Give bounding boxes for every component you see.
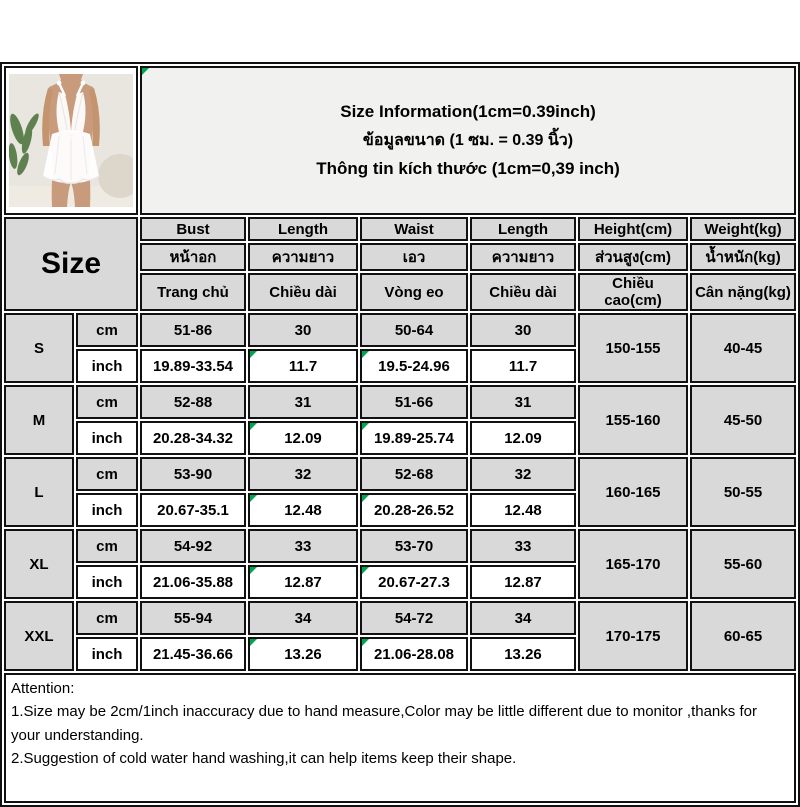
product-photo — [9, 74, 133, 207]
cell-value: 33 — [470, 529, 576, 563]
row-l-cm — [4, 457, 796, 491]
cell-value: 21.45-36.66 — [140, 637, 246, 671]
title-vietnamese: Thông tin kích thước (1cm=0,39 inch) — [316, 159, 620, 178]
cell-value: 12.09 — [248, 421, 358, 455]
attention-line-2: 2.Suggestion of cold water hand washing,it can help items keep their shape. — [11, 749, 517, 767]
cell-value: 54-92 — [140, 529, 246, 563]
cell-value: 52-88 — [140, 385, 246, 419]
row-xxl-cm — [4, 601, 796, 635]
col-bust-en: Bust — [140, 217, 246, 241]
col-weight-vi: Cân nặng(kg) — [690, 273, 796, 311]
cell-value: 54-72 — [360, 601, 468, 635]
size-xl: XL — [4, 529, 74, 599]
unit-inch: inch — [76, 421, 138, 455]
col-bust-vi: Trang chủ — [140, 273, 246, 311]
unit-inch: inch — [76, 565, 138, 599]
header-row-english — [4, 217, 796, 241]
attention-row — [4, 673, 796, 803]
cell-value: 12.87 — [470, 565, 576, 599]
cell-value: 12.87 — [248, 565, 358, 599]
cell-value: 31 — [470, 385, 576, 419]
cell-value: 19.89-25.74 — [360, 421, 468, 455]
cell-value: 12.48 — [248, 493, 358, 527]
cell-weight: 55-60 — [690, 529, 796, 599]
cell-value: 53-90 — [140, 457, 246, 491]
cell-value: 52-68 — [360, 457, 468, 491]
unit-cm: cm — [76, 457, 138, 491]
row-s-cm — [4, 313, 796, 347]
size-m: M — [4, 385, 74, 455]
title-thai: ข้อมูลขนาด (1 ซม. = 0.39 นิ้ว) — [362, 132, 574, 149]
cell-value: 34 — [470, 601, 576, 635]
unit-inch: inch — [76, 349, 138, 383]
cell-weight: 50-55 — [690, 457, 796, 527]
cell-value: 34 — [248, 601, 358, 635]
cell-value: 20.67-35.1 — [140, 493, 246, 527]
col-waist-vi: Vòng eo — [360, 273, 468, 311]
cell-value: 11.7 — [470, 349, 576, 383]
col-length2-th: ความยาว — [470, 243, 576, 271]
col-waist-th: เอว — [360, 243, 468, 271]
unit-cm: cm — [76, 529, 138, 563]
cell-height: 160-165 — [578, 457, 688, 527]
col-length-en: Length — [248, 217, 358, 241]
size-xxl: XXL — [4, 601, 74, 671]
cell-weight: 60-65 — [690, 601, 796, 671]
size-chart-table — [2, 64, 798, 805]
cell-value: 20.28-34.32 — [140, 421, 246, 455]
cell-value: 12.09 — [470, 421, 576, 455]
cell-value: 21.06-28.08 — [360, 637, 468, 671]
product-photo-cell — [4, 66, 138, 215]
col-height-vi: Chiều cao(cm) — [578, 273, 688, 311]
attention-line-1: 1.Size may be 2cm/1inch inaccuracy due to hand measure,Color may be little different due to monitor ,thanks for your understanding. — [11, 703, 757, 744]
row-xl-cm — [4, 529, 796, 563]
cell-weight: 45-50 — [690, 385, 796, 455]
cell-value: 13.26 — [248, 637, 358, 671]
cell-height: 155-160 — [578, 385, 688, 455]
cell-value: 21.06-35.88 — [140, 565, 246, 599]
cell-value: 20.28-26.52 — [360, 493, 468, 527]
cell-value: 13.26 — [470, 637, 576, 671]
row-m-cm — [4, 385, 796, 419]
cell-height: 150-155 — [578, 313, 688, 383]
size-column-label: Size — [4, 217, 138, 311]
cell-value: 33 — [248, 529, 358, 563]
col-length2-en: Length — [470, 217, 576, 241]
unit-inch: inch — [76, 637, 138, 671]
cell-value: 51-66 — [360, 385, 468, 419]
unit-cm: cm — [76, 385, 138, 419]
col-length-vi: Chiều dài — [248, 273, 358, 311]
col-length-th: ความยาว — [248, 243, 358, 271]
cell-value: 50-64 — [360, 313, 468, 347]
cell-value: 30 — [248, 313, 358, 347]
cell-value: 19.89-33.54 — [140, 349, 246, 383]
cell-value: 31 — [248, 385, 358, 419]
size-information-header — [140, 66, 796, 215]
lingerie-photo-illustration — [9, 74, 133, 207]
cell-weight: 40-45 — [690, 313, 796, 383]
col-length2-vi: Chiều dài — [470, 273, 576, 311]
attention-title: Attention: — [11, 680, 75, 697]
cell-value: 55-94 — [140, 601, 246, 635]
cell-value: 51-86 — [140, 313, 246, 347]
cell-value: 30 — [470, 313, 576, 347]
cell-value: 12.48 — [470, 493, 576, 527]
unit-inch: inch — [76, 493, 138, 527]
col-bust-th: หน้าอก — [140, 243, 246, 271]
cell-height: 165-170 — [578, 529, 688, 599]
unit-cm: cm — [76, 601, 138, 635]
cell-height: 170-175 — [578, 601, 688, 671]
cell-value: 11.7 — [248, 349, 358, 383]
title-english: Size Information(1cm=0.39inch) — [340, 102, 596, 121]
cell-value: 32 — [470, 457, 576, 491]
col-height-en: Height(cm) — [578, 217, 688, 241]
banner-row — [4, 66, 796, 215]
col-height-th: ส่วนสูง(cm) — [578, 243, 688, 271]
cell-value: 19.5-24.96 — [360, 349, 468, 383]
cell-value: 53-70 — [360, 529, 468, 563]
size-s: S — [4, 313, 74, 383]
size-chart-sheet — [0, 62, 800, 807]
cell-value: 32 — [248, 457, 358, 491]
cell-value: 20.67-27.3 — [360, 565, 468, 599]
unit-cm: cm — [76, 313, 138, 347]
col-weight-th: น้ำหนัก(kg) — [690, 243, 796, 271]
col-weight-en: Weight(kg) — [690, 217, 796, 241]
size-l: L — [4, 457, 74, 527]
attention-note — [4, 673, 796, 803]
col-waist-en: Waist — [360, 217, 468, 241]
